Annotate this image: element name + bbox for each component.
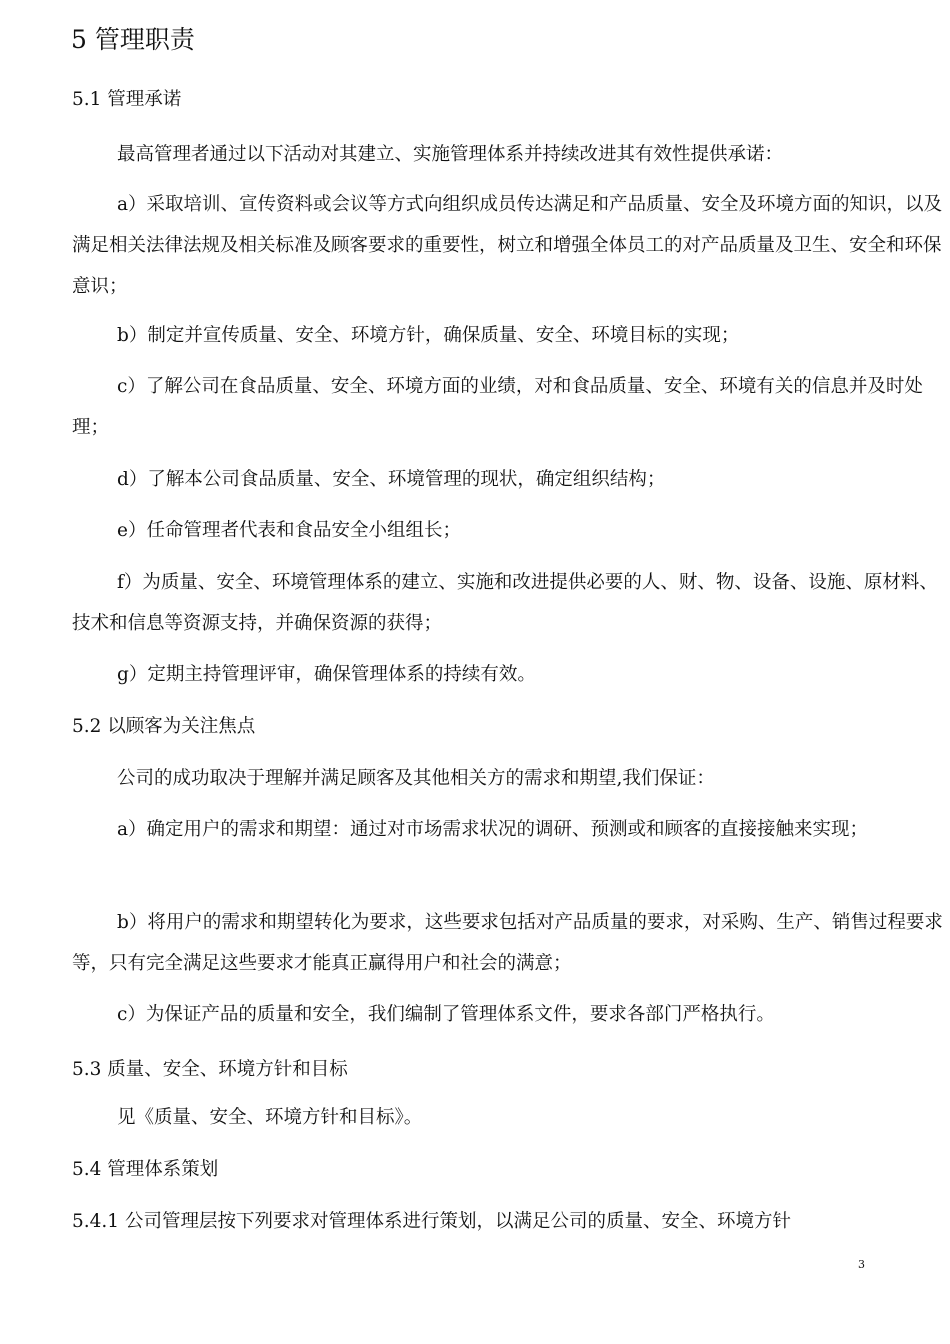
item-5-1-a: a）采取培训、宣传资料或会议等方式向组织成员传达满足和产品质量、安全及环境方面的知识，以及满足相关法律法规及相关标准及顾客要求的重要性，树立和增强全体员工的对产品质量及卫生、安全和环保意识； [72,194,943,297]
section-5-3-body: 见《质量、安全、环境方针和目标》。 [117,1107,423,1128]
item-5-1-d: d）了解本公司食品质量、安全、环境管理的现状，确定组织结构； [117,469,666,490]
section-5-2-heading: 5.2 以顾客为关注焦点 [72,716,256,737]
item-5-1-e: e）任命管理者代表和食品安全小组组长； [117,520,461,541]
page-number: 3 [858,1258,865,1271]
section-5-1-heading: 5.1 管理承诺 [72,89,182,110]
item-5-1-g: g）定期主持管理评审，确保管理体系的持续有效。 [117,664,536,685]
section-5-4-1-text: 5.4.1 公司管理层按下列要求对管理体系进行策划，以满足公司的质量、安全、环境方针 [72,1211,791,1232]
section-5-4-heading: 5.4 管理体系策划 [72,1159,219,1180]
item-5-1-b: b）制定并宣传质量、安全、环境方针，确保质量、安全、环境目标的实现； [117,325,740,346]
section-5-3-heading: 5.3 质量、安全、环境方针和目标 [72,1059,348,1080]
item-5-2-c: c）为保证产品的质量和安全，我们编制了管理体系文件，要求各部门严格执行。 [117,1004,775,1025]
item-5-2-b: b）将用户的需求和期望转化为要求，这些要求包括对产品质量的要求，对采购、生产、销售过程要求等，只有完全满足这些要求才能真正赢得用户和社会的满意； [72,912,943,974]
item-5-1-c: c）了解公司在食品质量、安全、环境方面的业绩，对和食品质量、安全、环境有关的信息并及时处理； [72,376,923,438]
section-5-1-intro: 最高管理者通过以下活动对其建立、实施管理体系并持续改进其有效性提供承诺： [117,144,784,165]
section-5-2-intro: 公司的成功取决于理解并满足顾客及其他相关方的需求和期望,我们保证： [117,768,715,789]
item-5-1-f: f）为质量、安全、环境管理体系的建立、实施和改进提供必要的人、财、物、设备、设施、原材料、技术和信息等资源支持，并确保资源的获得； [72,572,938,634]
section-title: 5 管理职责 [71,25,195,54]
item-5-2-a: a）确定用户的需求和期望：通过对市场需求状况的调研、预测或和顾客的直接接触来实现； [117,819,869,840]
